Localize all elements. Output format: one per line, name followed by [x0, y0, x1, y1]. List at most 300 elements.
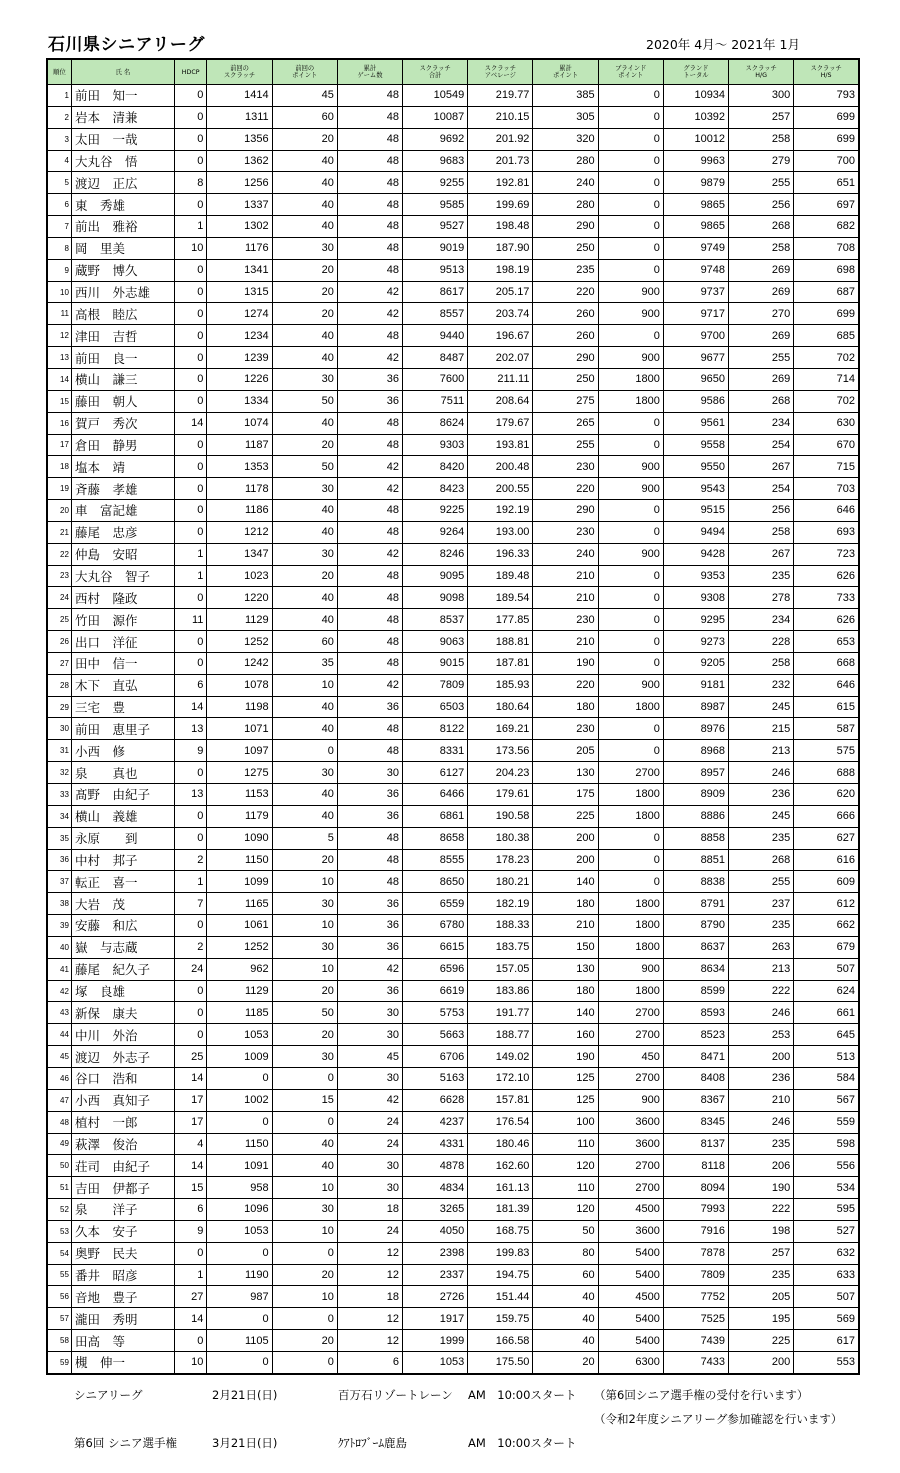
- name-cell: 渡辺 正広: [71, 172, 174, 194]
- table-row: [47, 958, 859, 980]
- value-cell: 180.64: [468, 696, 533, 718]
- name-cell: 藤尾 紀久子: [71, 958, 174, 980]
- name-cell: 西川 外志雄: [71, 281, 174, 303]
- value-cell: 4834: [403, 1177, 468, 1199]
- value-cell: 36: [337, 936, 402, 958]
- value-cell: 280: [533, 194, 598, 216]
- name-cell: 番井 昭彦: [71, 1264, 174, 1286]
- value-cell: 36: [337, 784, 402, 806]
- value-cell: 48: [337, 325, 402, 347]
- value-cell: 48: [337, 150, 402, 172]
- value-cell: 240: [533, 543, 598, 565]
- value-cell: 8523: [663, 1024, 728, 1046]
- value-cell: 0: [174, 325, 207, 347]
- value-cell: 24: [337, 1133, 402, 1155]
- name-cell: 岩本 清兼: [71, 106, 174, 128]
- value-cell: 236: [729, 784, 794, 806]
- table-row: [47, 303, 859, 325]
- value-cell: 0: [207, 1308, 272, 1330]
- note-event-1: シニアリーグ: [74, 1388, 143, 1402]
- value-cell: 598: [794, 1133, 859, 1155]
- table-row: [47, 1308, 859, 1330]
- value-cell: 179.61: [468, 784, 533, 806]
- value-cell: 1256: [207, 172, 272, 194]
- value-cell: 240: [533, 172, 598, 194]
- table-row: [47, 1024, 859, 1046]
- value-cell: 714: [794, 368, 859, 390]
- value-cell: 9737: [663, 281, 728, 303]
- value-cell: 110: [533, 1177, 598, 1199]
- note-remark-1: （第6回シニア選手権の受付を行います）: [594, 1388, 809, 1402]
- value-cell: 900: [598, 674, 663, 696]
- value-cell: 1226: [207, 368, 272, 390]
- value-cell: 40: [272, 216, 337, 238]
- value-cell: 10087: [403, 106, 468, 128]
- value-cell: 14: [174, 412, 207, 434]
- value-cell: 9225: [403, 500, 468, 522]
- rank-cell: 25: [47, 609, 71, 631]
- value-cell: 0: [598, 740, 663, 762]
- value-cell: 513: [794, 1046, 859, 1068]
- value-cell: 1212: [207, 521, 272, 543]
- value-cell: 195: [729, 1308, 794, 1330]
- value-cell: 4: [174, 1133, 207, 1155]
- value-cell: 20: [272, 281, 337, 303]
- name-cell: 仲島 安昭: [71, 543, 174, 565]
- value-cell: 632: [794, 1242, 859, 1264]
- value-cell: 9865: [663, 216, 728, 238]
- name-cell: 転正 喜一: [71, 871, 174, 893]
- rank-cell: 54: [47, 1242, 71, 1264]
- rank-cell: 29: [47, 696, 71, 718]
- value-cell: 230: [533, 718, 598, 740]
- name-cell: 髙野 由紀子: [71, 784, 174, 806]
- value-cell: 0: [174, 1242, 207, 1264]
- rank-cell: 27: [47, 652, 71, 674]
- name-cell: 泉 洋子: [71, 1199, 174, 1221]
- table-header-row: [47, 59, 859, 85]
- rank-cell: 42: [47, 980, 71, 1002]
- value-cell: 188.81: [468, 631, 533, 653]
- value-cell: 12: [337, 1308, 402, 1330]
- value-cell: 1074: [207, 412, 272, 434]
- value-cell: 250: [533, 237, 598, 259]
- value-cell: 1129: [207, 980, 272, 1002]
- value-cell: 8624: [403, 412, 468, 434]
- value-cell: 1186: [207, 500, 272, 522]
- value-cell: 10: [272, 1220, 337, 1242]
- value-cell: 246: [729, 1002, 794, 1024]
- value-cell: 193.81: [468, 434, 533, 456]
- name-cell: 奥野 民夫: [71, 1242, 174, 1264]
- value-cell: 180: [533, 696, 598, 718]
- value-cell: 50: [533, 1220, 598, 1242]
- value-cell: 9513: [403, 259, 468, 281]
- value-cell: 187.81: [468, 652, 533, 674]
- table-row: [47, 609, 859, 631]
- value-cell: 269: [729, 368, 794, 390]
- value-cell: 617: [794, 1330, 859, 1352]
- value-cell: 1090: [207, 827, 272, 849]
- value-cell: 189.48: [468, 565, 533, 587]
- value-cell: 255: [729, 172, 794, 194]
- value-cell: 300: [729, 85, 794, 107]
- value-cell: 1234: [207, 325, 272, 347]
- name-cell: 前田 知一: [71, 85, 174, 107]
- value-cell: 50: [272, 1002, 337, 1024]
- value-cell: 1053: [207, 1024, 272, 1046]
- name-cell: 出口 洋征: [71, 631, 174, 653]
- name-cell: 大岩 茂: [71, 893, 174, 915]
- value-cell: 9: [174, 740, 207, 762]
- value-cell: 255: [533, 434, 598, 456]
- value-cell: 42: [337, 674, 402, 696]
- value-cell: 9095: [403, 565, 468, 587]
- value-cell: 40: [272, 805, 337, 827]
- value-cell: 235: [729, 915, 794, 937]
- value-cell: 260: [533, 325, 598, 347]
- value-cell: 6619: [403, 980, 468, 1002]
- value-cell: 48: [337, 871, 402, 893]
- value-cell: 668: [794, 652, 859, 674]
- value-cell: 1096: [207, 1199, 272, 1221]
- value-cell: 162.60: [468, 1155, 533, 1177]
- value-cell: 646: [794, 674, 859, 696]
- rank-cell: 34: [47, 805, 71, 827]
- name-cell: 倉田 静男: [71, 434, 174, 456]
- value-cell: 14: [174, 1155, 207, 1177]
- value-cell: 2: [174, 936, 207, 958]
- value-cell: 36: [337, 696, 402, 718]
- value-cell: 1187: [207, 434, 272, 456]
- value-cell: 20: [272, 128, 337, 150]
- value-cell: 30: [272, 368, 337, 390]
- value-cell: 166.58: [468, 1330, 533, 1352]
- value-cell: 507: [794, 958, 859, 980]
- table-row: [47, 1177, 859, 1199]
- column-header: 累計 ゲーム数: [337, 59, 402, 85]
- table-row: [47, 740, 859, 762]
- value-cell: 267: [729, 543, 794, 565]
- value-cell: 9683: [403, 150, 468, 172]
- value-cell: 175: [533, 784, 598, 806]
- value-cell: 191.77: [468, 1002, 533, 1024]
- value-cell: 48: [337, 631, 402, 653]
- value-cell: 1: [174, 1264, 207, 1286]
- value-cell: 235: [729, 827, 794, 849]
- value-cell: 0: [272, 1308, 337, 1330]
- value-cell: 1800: [598, 696, 663, 718]
- value-cell: 48: [337, 740, 402, 762]
- value-cell: 219.77: [468, 85, 533, 107]
- value-cell: 6127: [403, 762, 468, 784]
- value-cell: 8367: [663, 1089, 728, 1111]
- value-cell: 20: [272, 1024, 337, 1046]
- value-cell: 201.92: [468, 128, 533, 150]
- value-cell: 198.48: [468, 216, 533, 238]
- table-row: [47, 521, 859, 543]
- table-row: [47, 936, 859, 958]
- value-cell: 48: [337, 827, 402, 849]
- value-cell: 14: [174, 696, 207, 718]
- value-cell: 0: [598, 128, 663, 150]
- table-row: [47, 194, 859, 216]
- value-cell: 1334: [207, 390, 272, 412]
- value-cell: 6300: [598, 1351, 663, 1373]
- value-cell: 206: [729, 1155, 794, 1177]
- value-cell: 624: [794, 980, 859, 1002]
- value-cell: 42: [337, 281, 402, 303]
- value-cell: 7993: [663, 1199, 728, 1221]
- value-cell: 0: [598, 849, 663, 871]
- value-cell: 40: [272, 1155, 337, 1177]
- note-remark-2: （令和2年度シニアリーグ参加確認を行います）: [594, 1412, 843, 1426]
- value-cell: 697: [794, 194, 859, 216]
- rank-cell: 7: [47, 216, 71, 238]
- name-cell: 植村 一郎: [71, 1111, 174, 1133]
- table-row: [47, 1155, 859, 1177]
- value-cell: 210: [533, 631, 598, 653]
- value-cell: 30: [272, 936, 337, 958]
- value-cell: 320: [533, 128, 598, 150]
- value-cell: 48: [337, 128, 402, 150]
- name-cell: 木下 直弘: [71, 674, 174, 696]
- name-cell: 塩本 靖: [71, 456, 174, 478]
- value-cell: 569: [794, 1308, 859, 1330]
- value-cell: 9550: [663, 456, 728, 478]
- value-cell: 661: [794, 1002, 859, 1024]
- value-cell: 8408: [663, 1067, 728, 1089]
- value-cell: 0: [598, 85, 663, 107]
- value-cell: 0: [598, 565, 663, 587]
- value-cell: 1198: [207, 696, 272, 718]
- value-cell: 24: [337, 1111, 402, 1133]
- value-cell: 1239: [207, 347, 272, 369]
- value-cell: 225: [729, 1330, 794, 1352]
- rank-cell: 12: [47, 325, 71, 347]
- value-cell: 0: [174, 194, 207, 216]
- value-cell: 268: [729, 216, 794, 238]
- value-cell: 6: [174, 1199, 207, 1221]
- value-cell: 0: [598, 587, 663, 609]
- value-cell: 8637: [663, 936, 728, 958]
- value-cell: 188.77: [468, 1024, 533, 1046]
- value-cell: 1053: [207, 1220, 272, 1242]
- value-cell: 198.19: [468, 259, 533, 281]
- value-cell: 60: [533, 1264, 598, 1286]
- value-cell: 0: [207, 1067, 272, 1089]
- column-header: 前回の ポイント: [272, 59, 337, 85]
- table-row: [47, 1133, 859, 1155]
- value-cell: 0: [174, 980, 207, 1002]
- note-venue-2: ｸｱﾄﾛﾌﾞｰﾑ鹿島: [338, 1436, 407, 1450]
- value-cell: 3600: [598, 1133, 663, 1155]
- value-cell: 290: [533, 216, 598, 238]
- value-cell: 60: [272, 106, 337, 128]
- value-cell: 179.67: [468, 412, 533, 434]
- value-cell: 120: [533, 1155, 598, 1177]
- value-cell: 5400: [598, 1308, 663, 1330]
- table-row: [47, 412, 859, 434]
- value-cell: 0: [598, 216, 663, 238]
- value-cell: 633: [794, 1264, 859, 1286]
- value-cell: 1252: [207, 936, 272, 958]
- table-row: [47, 1046, 859, 1068]
- rank-cell: 56: [47, 1286, 71, 1308]
- value-cell: 900: [598, 281, 663, 303]
- rank-cell: 38: [47, 893, 71, 915]
- value-cell: 125: [533, 1089, 598, 1111]
- value-cell: 211.11: [468, 368, 533, 390]
- name-cell: 大丸谷 悟: [71, 150, 174, 172]
- value-cell: 40: [533, 1286, 598, 1308]
- value-cell: 6706: [403, 1046, 468, 1068]
- value-cell: 210: [729, 1089, 794, 1111]
- value-cell: 10549: [403, 85, 468, 107]
- rank-cell: 16: [47, 412, 71, 434]
- value-cell: 1800: [598, 980, 663, 1002]
- value-cell: 8471: [663, 1046, 728, 1068]
- value-cell: 612: [794, 893, 859, 915]
- table-row: [47, 281, 859, 303]
- value-cell: 3600: [598, 1111, 663, 1133]
- value-cell: 0: [598, 412, 663, 434]
- name-cell: 太田 一哉: [71, 128, 174, 150]
- name-cell: 前田 良一: [71, 347, 174, 369]
- value-cell: 702: [794, 390, 859, 412]
- value-cell: 1129: [207, 609, 272, 631]
- value-cell: 595: [794, 1199, 859, 1221]
- value-cell: 234: [729, 412, 794, 434]
- table-row: [47, 500, 859, 522]
- value-cell: 1097: [207, 740, 272, 762]
- value-cell: 159.75: [468, 1308, 533, 1330]
- value-cell: 168.75: [468, 1220, 533, 1242]
- value-cell: 25: [174, 1046, 207, 1068]
- value-cell: 157.05: [468, 958, 533, 980]
- value-cell: 42: [337, 303, 402, 325]
- value-cell: 280: [533, 150, 598, 172]
- value-cell: 30: [337, 1067, 402, 1089]
- name-cell: 谷口 浩和: [71, 1067, 174, 1089]
- value-cell: 255: [729, 347, 794, 369]
- value-cell: 181.39: [468, 1199, 533, 1221]
- value-cell: 1999: [403, 1330, 468, 1352]
- rank-cell: 51: [47, 1177, 71, 1199]
- value-cell: 30: [272, 762, 337, 784]
- value-cell: 256: [729, 500, 794, 522]
- value-cell: 900: [598, 478, 663, 500]
- value-cell: 9585: [403, 194, 468, 216]
- value-cell: 180.46: [468, 1133, 533, 1155]
- value-cell: 702: [794, 347, 859, 369]
- value-cell: 45: [272, 85, 337, 107]
- value-cell: 8650: [403, 871, 468, 893]
- value-cell: 10392: [663, 106, 728, 128]
- name-cell: 賀戸 秀次: [71, 412, 174, 434]
- value-cell: 8593: [663, 1002, 728, 1024]
- value-cell: 269: [729, 325, 794, 347]
- value-cell: 0: [598, 827, 663, 849]
- rank-cell: 22: [47, 543, 71, 565]
- value-cell: 1311: [207, 106, 272, 128]
- value-cell: 173.56: [468, 740, 533, 762]
- value-cell: 8791: [663, 893, 728, 915]
- name-cell: 久本 安子: [71, 1220, 174, 1242]
- table-row: [47, 784, 859, 806]
- value-cell: 385: [533, 85, 598, 107]
- value-cell: 6628: [403, 1089, 468, 1111]
- value-cell: 1800: [598, 805, 663, 827]
- value-cell: 30: [272, 1046, 337, 1068]
- value-cell: 9749: [663, 237, 728, 259]
- value-cell: 9748: [663, 259, 728, 281]
- value-cell: 0: [174, 1002, 207, 1024]
- value-cell: 0: [174, 587, 207, 609]
- rank-cell: 58: [47, 1330, 71, 1352]
- value-cell: 6596: [403, 958, 468, 980]
- rank-cell: 14: [47, 368, 71, 390]
- standings-table: [46, 58, 860, 1375]
- value-cell: 10: [272, 1286, 337, 1308]
- value-cell: 265: [533, 412, 598, 434]
- table-row: [47, 1002, 859, 1024]
- value-cell: 234: [729, 609, 794, 631]
- value-cell: 0: [598, 434, 663, 456]
- value-cell: 1800: [598, 893, 663, 915]
- value-cell: 0: [272, 1067, 337, 1089]
- value-cell: 1009: [207, 1046, 272, 1068]
- value-cell: 27: [174, 1286, 207, 1308]
- value-cell: 180: [533, 893, 598, 915]
- value-cell: 200: [533, 849, 598, 871]
- name-cell: 新保 康夫: [71, 1002, 174, 1024]
- value-cell: 9650: [663, 368, 728, 390]
- value-cell: 9255: [403, 172, 468, 194]
- value-cell: 1800: [598, 784, 663, 806]
- value-cell: 7752: [663, 1286, 728, 1308]
- value-cell: 188.33: [468, 915, 533, 937]
- value-cell: 42: [337, 456, 402, 478]
- value-cell: 8423: [403, 478, 468, 500]
- table-row: [47, 434, 859, 456]
- value-cell: 0: [598, 172, 663, 194]
- rank-cell: 17: [47, 434, 71, 456]
- value-cell: 269: [729, 259, 794, 281]
- table-row: [47, 1351, 859, 1373]
- table-row: [47, 893, 859, 915]
- value-cell: 40: [272, 172, 337, 194]
- value-cell: 958: [207, 1177, 272, 1199]
- value-cell: 0: [174, 521, 207, 543]
- table-row: [47, 259, 859, 281]
- value-cell: 1302: [207, 216, 272, 238]
- value-cell: 220: [533, 281, 598, 303]
- note-time-1: AM 10:00スタート: [468, 1388, 577, 1402]
- value-cell: 20: [272, 1330, 337, 1352]
- value-cell: 9879: [663, 172, 728, 194]
- value-cell: 178.23: [468, 849, 533, 871]
- value-cell: 1178: [207, 478, 272, 500]
- value-cell: 1185: [207, 1002, 272, 1024]
- value-cell: 0: [272, 1111, 337, 1133]
- value-cell: 7916: [663, 1220, 728, 1242]
- value-cell: 900: [598, 1089, 663, 1111]
- value-cell: 9692: [403, 128, 468, 150]
- value-cell: 183.86: [468, 980, 533, 1002]
- name-cell: 高根 睦広: [71, 303, 174, 325]
- value-cell: 157.81: [468, 1089, 533, 1111]
